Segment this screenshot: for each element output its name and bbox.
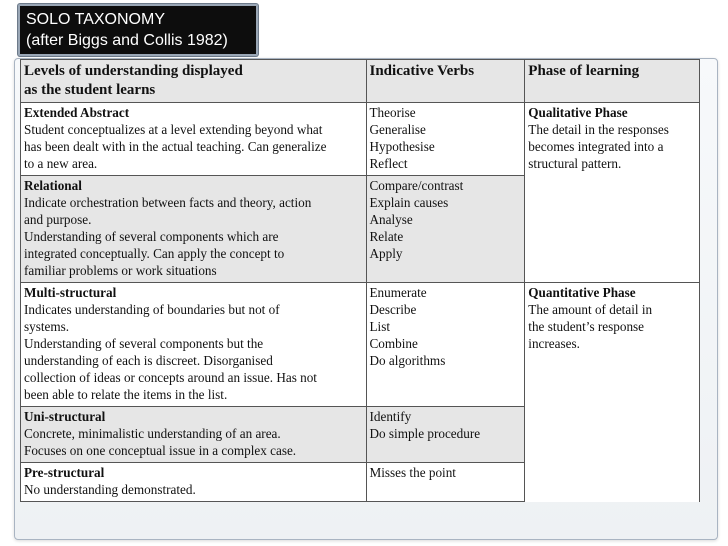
level-description-line: systems.: [24, 319, 70, 334]
table-header-row: [21, 60, 700, 103]
level-name: Uni-structural: [24, 409, 106, 424]
phase-cell-quantitative: [525, 283, 700, 502]
title-line-2: (after Biggs and Collis 1982): [26, 32, 228, 49]
level-cell: [21, 463, 367, 502]
phase-description-line: the student’s response: [528, 319, 645, 334]
header-levels: [21, 60, 367, 103]
solo-taxonomy-table: [20, 59, 700, 502]
verbs-cell: [366, 283, 525, 407]
level-description-line: has been dealt with in the actual teaching. Can generalize: [24, 139, 327, 154]
level-description-line: been able to relate the items in the list.: [24, 387, 228, 402]
phase-cell-qualitative: [525, 103, 700, 283]
level-name: Multi-structural: [24, 285, 117, 300]
verb: Reflect: [369, 156, 408, 171]
verb: Enumerate: [369, 285, 427, 300]
verb: Explain causes: [369, 195, 449, 210]
phase-description-line: The amount of detail in: [528, 302, 653, 317]
verb: Do algorithms: [369, 353, 446, 368]
verb: Describe: [369, 302, 417, 317]
verb: Hypothesise: [369, 139, 435, 154]
level-description-line: Understanding of several components but the: [24, 336, 264, 351]
header-levels-line-1: Levels of understanding displayed: [24, 63, 243, 79]
verb: Generalise: [369, 122, 426, 137]
level-name: Extended Abstract: [24, 105, 130, 120]
level-description-line: Focuses on one conceptual issue in a complex case.: [24, 443, 297, 458]
level-description-line: Understanding of several components which are: [24, 229, 279, 244]
verb: Identify: [369, 409, 412, 424]
header-verbs: Indicative Verbs: [366, 60, 525, 103]
level-description-line: understanding of each is discreet. Disorganised: [24, 353, 273, 368]
level-description-line: collection of ideas or concepts around an issue. Has not: [24, 370, 317, 385]
level-cell: [21, 407, 367, 463]
level-cell: [21, 176, 367, 283]
phase-name: Qualitative Phase: [528, 105, 628, 120]
verb: Apply: [369, 246, 403, 261]
level-description-line: Concrete, minimalistic understanding of an area.: [24, 426, 281, 441]
phase-description-line: The detail in the responses: [528, 122, 669, 137]
verb: Relate: [369, 229, 404, 244]
verb: List: [369, 319, 391, 334]
verb: Do simple procedure: [369, 426, 481, 441]
phase-description-line: increases.: [528, 336, 580, 351]
level-cell: [21, 283, 367, 407]
verbs-cell: [366, 176, 525, 283]
phase-name: Quantitative Phase: [528, 285, 636, 300]
verb: Theorise: [369, 105, 416, 120]
table-row: [21, 283, 700, 407]
level-description-line: integrated conceptually. Can apply the concept to: [24, 246, 285, 261]
level-name: Pre-structural: [24, 465, 105, 480]
verb: Combine: [369, 336, 418, 351]
level-cell: [21, 103, 367, 176]
slide-title: [18, 4, 258, 56]
verb: Misses the point: [369, 465, 456, 480]
level-description-line: to a new area.: [24, 156, 98, 171]
level-description-line: No understanding demonstrated.: [24, 482, 196, 497]
verb: Compare/contrast: [369, 178, 464, 193]
phase-description-line: structural pattern.: [528, 156, 622, 171]
table-row: [21, 103, 700, 176]
level-description-line: familiar problems or work situations: [24, 263, 217, 278]
level-description-line: and purpose.: [24, 212, 92, 227]
header-levels-line-2: as the student learns: [24, 82, 156, 98]
verb: Analyse: [369, 212, 413, 227]
verbs-cell: [366, 103, 525, 176]
verbs-cell: [366, 463, 525, 502]
phase-description-line: becomes integrated into a: [528, 139, 664, 154]
level-name: Relational: [24, 178, 82, 193]
header-phase: Phase of learning: [525, 60, 700, 103]
level-description-line: Indicates understanding of boundaries but not of: [24, 302, 280, 317]
level-description-line: Student conceptualizes at a level extending beyond what: [24, 122, 323, 137]
verbs-cell: [366, 407, 525, 463]
title-line-1: SOLO TAXONOMY: [26, 11, 165, 28]
level-description-line: Indicate orchestration between facts and theory, action: [24, 195, 312, 210]
